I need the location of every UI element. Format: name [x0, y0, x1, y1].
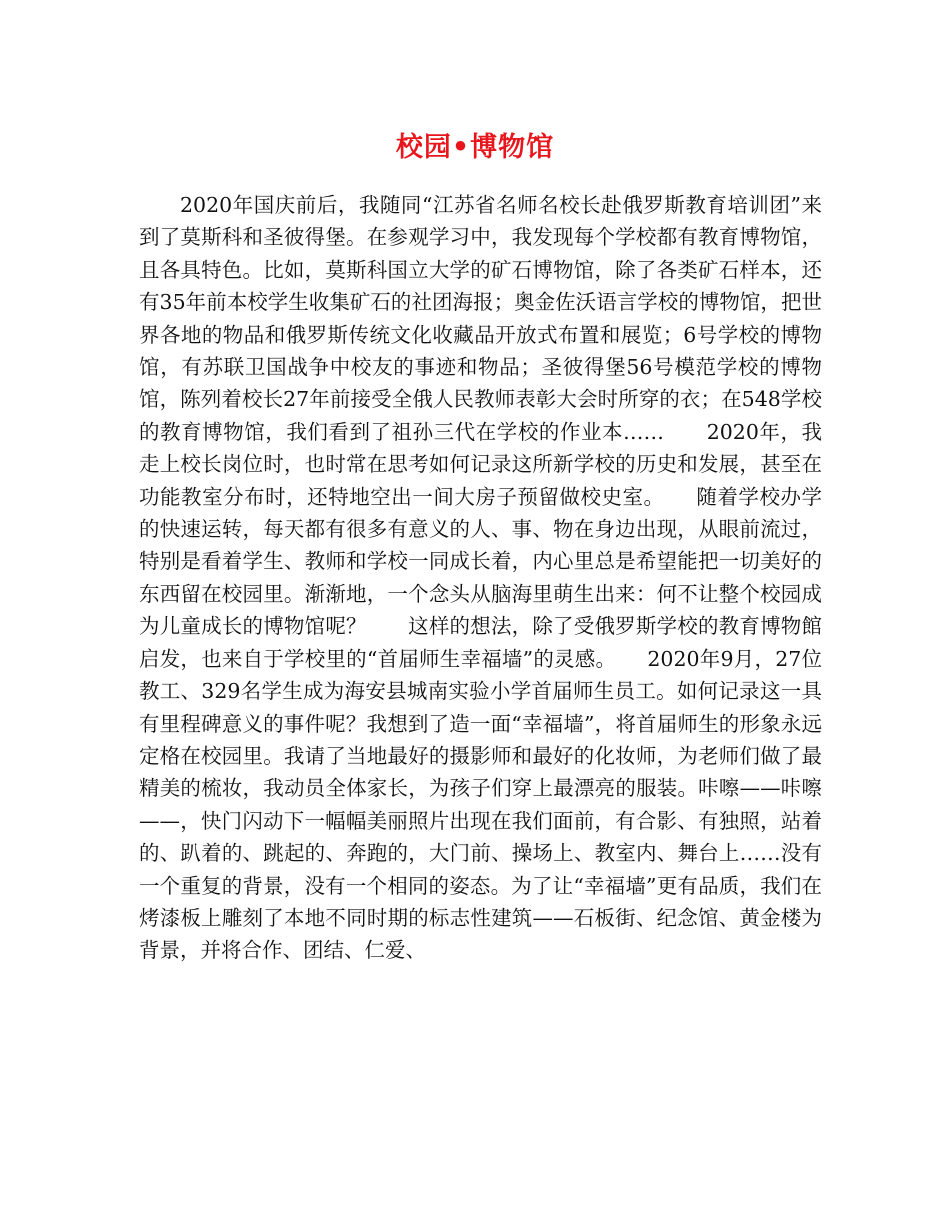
page-title: 校园•博物馆: [395, 132, 555, 163]
article-body: 2020年国庆前后，我随同“江苏省名师名校长赴俄罗斯教育培训团”来到了莫斯科和圣彼得堡。在参观学习中，我发现每个学校都有教育博物馆，且各具特色。比如，莫斯科国立大学的矿石博物馆，除了各类矿石样本，还有35年前本校学生收集矿石的社团海报；奥金佐沃语言学校的博物馆，把世界各地的物品和俄罗斯传统文化收藏品开放式布置和展览；6号学校的博物馆，有苏联卫国战争中校友的事迹和物品；圣彼得堡56号模范学校的博物馆，陈列着校长27年前接受全俄人民教师表彰大会时所穿的衣；在548学校的教育博物馆，我们看到了祖孙三代在学校的作业本…… 2020年，我走上校长岗位时，也时常在思考如何记录这所新学校的历史和发展，甚至在功能教室分布时，还特地空出一间大房子预留做校史室。 随着学校办学的快速运转，每天都有很多有意义的人、事、物在身边出现，从眼前流过，特别是看着学生、教师和学校一同成长着，内心里总是希望能把一切美好的东西留在校园里。渐渐地，一个念头从脑海里萌生出来：何不让整个校园成为儿童成长的博物馆呢？ 这样的想法，除了受俄罗斯学校的教育博物館启发，也来自于学校里的“首届师生幸福墙”的灵感。 2020年9月，27位教工、329名学生成为海安县城南实验小学首届师生员工。如何记录这一具有里程碑意义的事件呢？我想到了造一面“幸福墙”，将首届师生的形象永远定格在校园里。我请了当地最好的摄影师和最好的化妆师，为老师们做了最精美的梳妆，我动员全体家长，为孩子们穿上最漂亮的服装。咔嚓——咔嚓——，快门闪动下一幅幅美丽照片出现在我们面前，有合影、有独照，站着的、趴着的、跳起的、奔跑的，大门前、操场上、教室内、舞台上……没有一个重复的背景，没有一个相同的姿态。为了让“幸福墙”更有品质，我们在烤漆板上雕刻了本地不同时期的标志性建筑——石板街、纪念馆、黄金楼为背景，并将合作、团结、仁爱、: [139, 193, 822, 963]
